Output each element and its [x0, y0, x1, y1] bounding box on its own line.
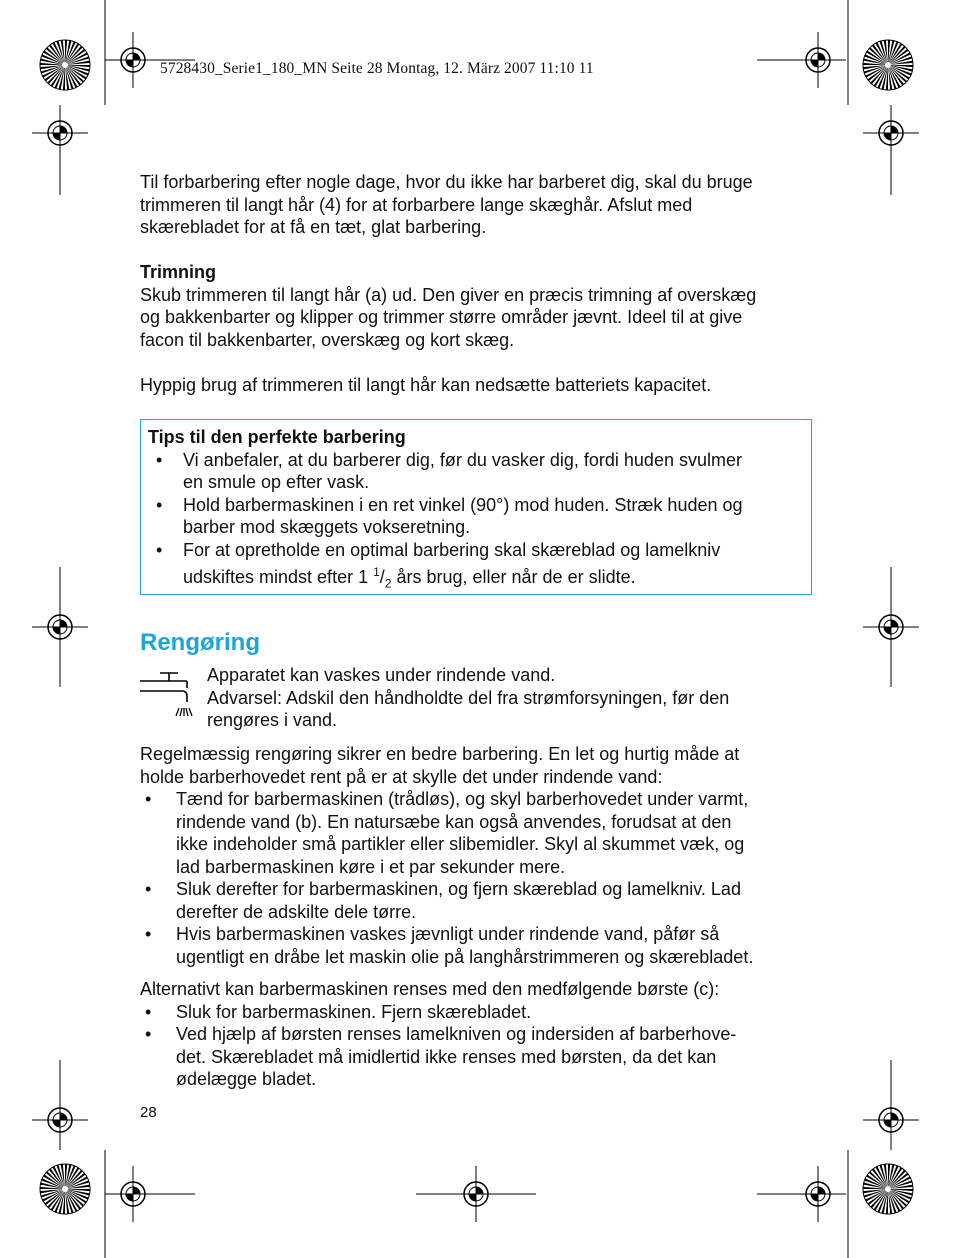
section-heading: Rengøring [140, 629, 260, 656]
bullet: • [145, 1024, 152, 1044]
list-item-line: det. Skærebladet må imidlertid ikke renses med børsten, da det kan [176, 1046, 717, 1067]
bullet: • [156, 539, 163, 560]
intro-line: skærebladet for at få en tæt, glat barbering. [140, 217, 487, 237]
list-item [140, 1023, 820, 1091]
water-tap-icon [140, 670, 196, 727]
intro-section [140, 171, 820, 396]
tips-item [148, 494, 803, 539]
list-item-line: Tænd for barbermaskinen (trådløs), og skyl barberhovedet under varmt, [176, 789, 749, 809]
list-item [140, 923, 820, 968]
tips-item-line: en smule op efter vask. [183, 472, 370, 492]
bullet: • [145, 789, 152, 809]
starburst-mark [40, 40, 90, 90]
cleaning-body [140, 743, 820, 1091]
list-item-line: ugentligt en dråbe let maskin olie på langhårstrimmeren og skærebladet. [176, 946, 754, 967]
bullet: • [145, 1001, 152, 1022]
page-number: 28 [140, 1104, 157, 1121]
trimming-note: Hyppig brug af trimmeren til langt hår kan nedsætte batteriets kapacitet. [140, 374, 712, 395]
list-item-line: Hvis barbermaskinen vaskes jævnligt under rindende vand, påfør så [176, 924, 720, 944]
list-item-line: Ved hjælp af børsten renses lamelkniven og indersiden af barberhove- [176, 1024, 737, 1044]
bullet: • [156, 449, 163, 470]
tips-item [148, 449, 803, 494]
fraction-numerator: 1 [373, 565, 380, 579]
starburst-mark [863, 1164, 913, 1214]
tips-item-line [183, 561, 803, 595]
bullet: • [156, 494, 163, 515]
fraction-slash: / [379, 567, 385, 587]
trimming-title: Trimning [140, 262, 216, 282]
tips-item-line: Hold barbermaskinen i en ret vinkel (90°) mod huden. Stræk huden og [183, 494, 743, 515]
print-header: 5728430_Serie1_180_MN Seite 28 Montag, 12. März 2007 11:10 11 [160, 60, 594, 77]
cleaning-paragraph: Regelmæssig rengøring sikrer en bedre barbering. En let og hurtig måde at [140, 744, 740, 764]
tips-box [140, 419, 812, 595]
trimming-line: facon til bakkenbarter, overskæg og kort skæg. [140, 329, 515, 350]
list-item [140, 788, 820, 878]
cleaning-warning [207, 664, 817, 732]
starburst-mark [863, 40, 913, 90]
trimming-line: Skub trimmeren til langt hår (a) ud. Den giver en præcis trimning af overskæg [140, 284, 757, 305]
cleaning-paragraph: holde barberhovedet rent på er at skylle det under rindende vand: [140, 766, 663, 787]
tips-item-line: For at opretholde en optimal barbering skal skæreblad og lamelkniv [183, 539, 721, 560]
warning-line: rengøres i vand. [207, 710, 338, 730]
trimming-line: og bakkenbarter og klipper og trimmer større områder jævnt. Ideel til at give [140, 307, 743, 327]
list-item-line: ikke indeholder små partikler eller slibemidler. Skyl al skummet væk, og [176, 834, 745, 854]
list-item [140, 878, 820, 923]
intro-line: trimmeren til langt hår (4) for at forbarbere lange skæghår. Afslut med [140, 194, 693, 215]
list-item [140, 1001, 820, 1024]
list-item-line: Sluk for barbermaskinen. Fjern skærebladet. [176, 1001, 532, 1022]
list-item-line: lad barbermaskinen køre i et par sekunder mere. [176, 856, 566, 877]
starburst-mark [40, 1164, 90, 1214]
warning-line: Advarsel: Adskil den håndholdte del fra strømforsyningen, før den [207, 687, 730, 708]
tips-text: udskiftes mindst efter 1 [183, 567, 374, 587]
tips-text: års brug, eller når de er slidte. [391, 567, 636, 587]
cleaning-paragraph: Alternativt kan barbermaskinen renses med den medfølgende børste (c): [140, 979, 720, 999]
list-item-line: rindende vand (b). En natursæbe kan også anvendes, forudsat at den [176, 811, 732, 832]
bullet: • [145, 924, 152, 944]
warning-line: Apparatet kan vaskes under rindende vand. [207, 665, 556, 685]
tips-item-line: barber mod skæggets vokseretning. [183, 517, 471, 537]
tips-title: Tips til den perfekte barbering [148, 427, 406, 447]
tips-item [148, 539, 803, 596]
list-item-line: ødelægge bladet. [176, 1069, 317, 1089]
intro-line: Til forbarbering efter nogle dage, hvor du ikke har barberet dig, skal du bruge [140, 172, 753, 192]
list-item-line: derefter de adskilte dele tørre. [176, 901, 417, 922]
bullet: • [145, 879, 152, 899]
list-item-line: Sluk derefter for barbermaskinen, og fjern skæreblad og lamelkniv. Lad [176, 879, 741, 899]
tips-item-line: Vi anbefaler, at du barberer dig, før du vasker dig, fordi huden svulmer [183, 449, 742, 470]
fraction-denominator: 2 [384, 576, 392, 591]
